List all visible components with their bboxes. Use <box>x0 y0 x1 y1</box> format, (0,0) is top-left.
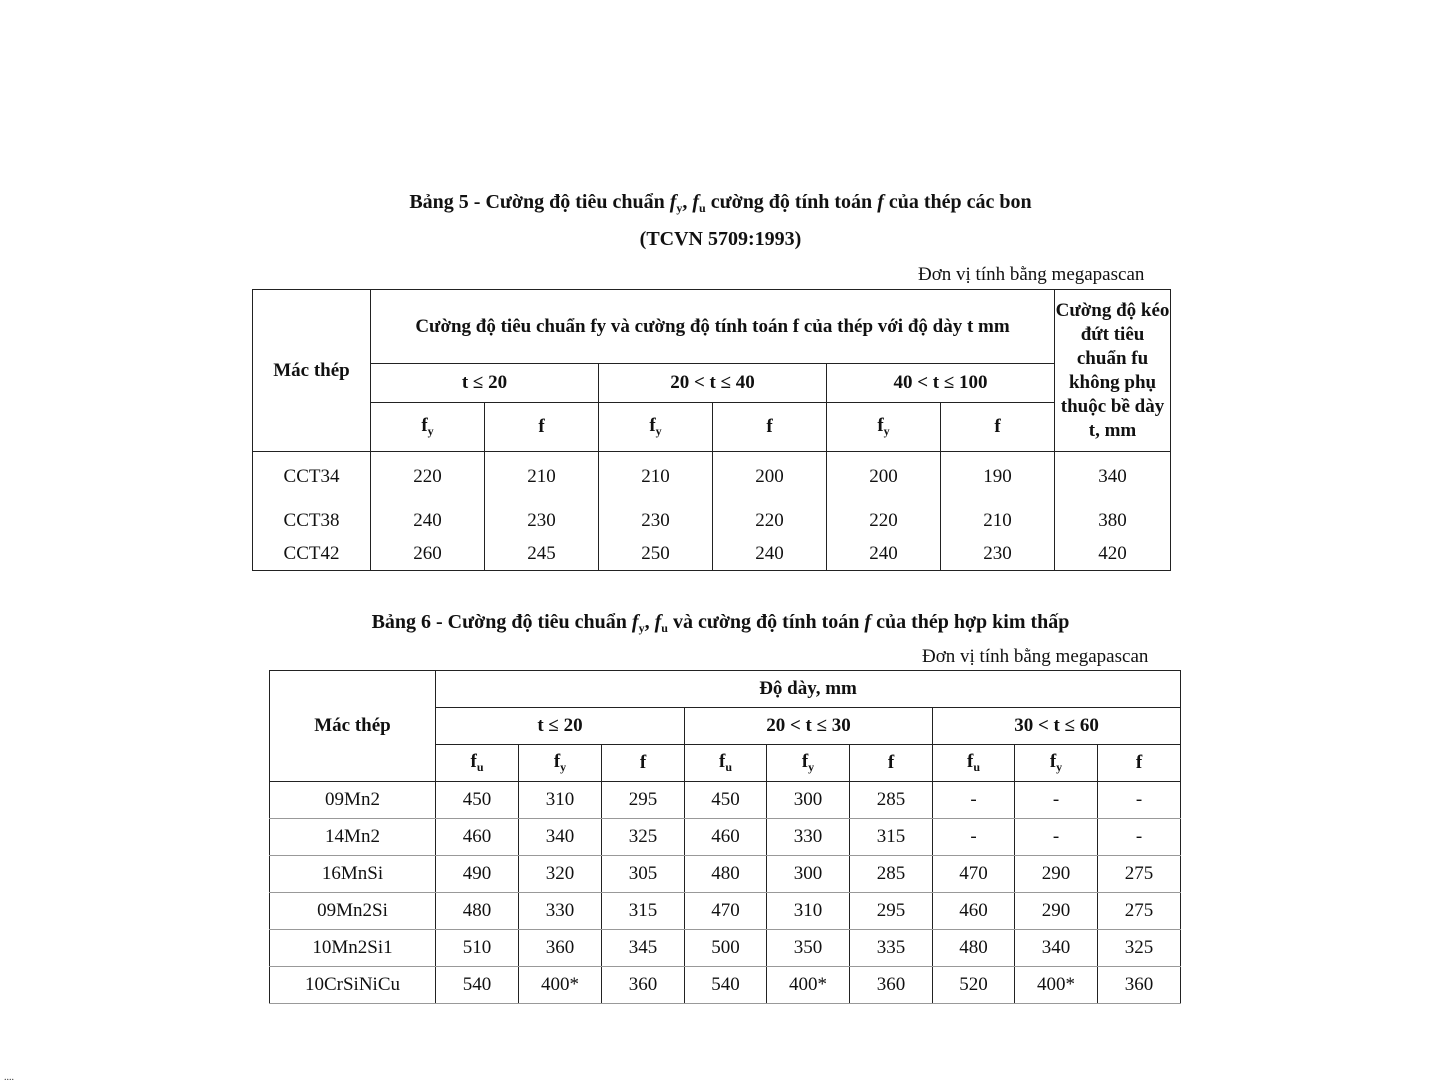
table5-value-cell: 240 <box>371 503 485 539</box>
table6-value-cell: 340 <box>519 819 602 856</box>
table5-value-cell: 240 <box>827 539 941 571</box>
table5-value-cell: 200 <box>827 452 941 503</box>
table5-subheader-f: f <box>485 403 599 452</box>
table6-row <box>270 856 1181 893</box>
table5-grade-cell: CCT42 <box>253 539 371 571</box>
table6-value-cell: - <box>1098 819 1181 856</box>
table6-value-cell: 275 <box>1098 893 1181 930</box>
table6-value-cell: 360 <box>1098 967 1181 1004</box>
table6-range: 30 < t ≤ 60 <box>933 708 1181 745</box>
table5-value-cell: 200 <box>713 452 827 503</box>
table6-caption-prefix: Bảng 6 - Cường độ tiêu chuẩn <box>371 611 632 633</box>
table5-header-grade: Mác thép <box>253 290 371 452</box>
table5-value-cell: 220 <box>713 503 827 539</box>
table5-caption-symbol: f <box>692 191 700 213</box>
table6-caption-symbol: f <box>654 611 662 633</box>
table6-value-cell: 480 <box>436 893 519 930</box>
table6-caption: Bảng 6 - Cường độ tiêu chuẩn $f_y$, $f_u$ và cường độ tính toán f của thép hợp kim thấp <box>371 611 1070 635</box>
table6-caption-subscript: y <box>638 621 645 635</box>
table6-value-cell: 360 <box>850 967 933 1004</box>
table6-value-cell: 315 <box>602 893 685 930</box>
table6-value-cell: 520 <box>933 967 1015 1004</box>
table6-value-cell: 460 <box>933 893 1015 930</box>
table6-caption-symbol: f <box>864 611 872 633</box>
table6-grade-cell: 10Mn2Si1 <box>270 930 436 967</box>
table6-value-cell: 295 <box>602 782 685 819</box>
table6-value-cell: 330 <box>767 819 850 856</box>
table5-range: 20 < t ≤ 40 <box>599 364 827 403</box>
table6-header-grade: Mác thép <box>270 671 436 782</box>
table5-subheader-f: f <box>941 403 1055 452</box>
table5-value-cell: 220 <box>827 503 941 539</box>
table6-row <box>270 893 1181 930</box>
table6-subheader-f: f <box>1098 745 1181 782</box>
table6-value-cell: 285 <box>850 782 933 819</box>
table5-grade-cell: CCT38 <box>253 503 371 539</box>
table6-subheader-fy: $f_y$ <box>767 745 850 782</box>
table5-row <box>253 452 1171 503</box>
table5-value-cell: 340 <box>1055 452 1171 503</box>
table5-value-cell: 245 <box>485 539 599 571</box>
table5-caption-mid: cường độ tính toán <box>705 191 878 213</box>
table6-caption-symbol: f <box>631 611 639 633</box>
table5-value-cell: 260 <box>371 539 485 571</box>
table6-subheader-f: f <box>602 745 685 782</box>
table6-value-cell: 360 <box>519 930 602 967</box>
table5-grade-cell: CCT34 <box>253 452 371 503</box>
table6-value-cell: 325 <box>602 819 685 856</box>
table6-value-cell: 305 <box>602 856 685 893</box>
table6-value-cell: 290 <box>1015 893 1098 930</box>
table5-header-tensile: Cường độ kéo đứt tiêu chuẩn fu không phụ thuộc bề dày t, mm <box>1055 290 1171 452</box>
table6-value-cell: 285 <box>850 856 933 893</box>
table5-header-group: Cường độ tiêu chuẩn fy và cường độ tính toán f của thép với độ dày t mm <box>371 290 1055 364</box>
table6-value-cell: 290 <box>1015 856 1098 893</box>
table6-value-cell: 315 <box>850 819 933 856</box>
table6-grade-cell: 14Mn2 <box>270 819 436 856</box>
table6-value-cell: 310 <box>519 782 602 819</box>
table6-value-cell: 300 <box>767 782 850 819</box>
table6-row <box>270 967 1181 1004</box>
table5-caption-subscript: u <box>699 201 706 215</box>
table5-value-cell: 380 <box>1055 503 1171 539</box>
table5-value-cell: 250 <box>599 539 713 571</box>
table6-grade-cell: 10CrSiNiCu <box>270 967 436 1004</box>
table5-standard: (TCVN 5709:1993) <box>639 228 802 250</box>
table5-caption: Bảng 5 - Cường độ tiêu chuẩn $f_y$, $f_u$ cường độ tính toán f của thép các bon <box>409 191 1032 215</box>
table6-range: t ≤ 20 <box>436 708 685 745</box>
table6-value-cell: 490 <box>436 856 519 893</box>
table6-unit-note: Đơn vị tính bằng megapascan <box>922 646 1149 667</box>
table5-value-cell: 230 <box>485 503 599 539</box>
table6-value-cell: 470 <box>933 856 1015 893</box>
table6-value-cell: 540 <box>685 967 767 1004</box>
table6-value-cell: - <box>1098 782 1181 819</box>
table6-value-cell: 480 <box>933 930 1015 967</box>
table5-row <box>253 539 1171 571</box>
table6-subheader-fu: $f_u$ <box>933 745 1015 782</box>
table6-row <box>270 782 1181 819</box>
table6-header-group: Độ dày, mm <box>436 671 1181 708</box>
table5-row <box>253 503 1171 539</box>
table6-row <box>270 819 1181 856</box>
table6-subheader-fu: $f_u$ <box>685 745 767 782</box>
footer-text: .... <box>4 1072 14 1083</box>
table5-subheader-fy: $f_y$ <box>599 403 713 452</box>
table6-caption-suffix: của thép hợp kim thấp <box>871 611 1070 633</box>
table5-value-cell: 190 <box>941 452 1055 503</box>
table5-subheader-fy: $f_y$ <box>827 403 941 452</box>
table6-subheader-fy: $f_y$ <box>1015 745 1098 782</box>
table5-value-cell: 210 <box>941 503 1055 539</box>
table6-grade-cell: 16MnSi <box>270 856 436 893</box>
table5-value-cell: 230 <box>941 539 1055 571</box>
table6-value-cell: - <box>1015 782 1098 819</box>
table5-value-cell: 420 <box>1055 539 1171 571</box>
table5-value-cell: 240 <box>713 539 827 571</box>
table6-value-cell: 510 <box>436 930 519 967</box>
table6-value-cell: 500 <box>685 930 767 967</box>
table6-value-cell: 400* <box>519 967 602 1004</box>
table5-range: t ≤ 20 <box>371 364 599 403</box>
table6-value-cell: 275 <box>1098 856 1181 893</box>
table6-value-cell: 450 <box>436 782 519 819</box>
table6-value-cell: 295 <box>850 893 933 930</box>
table5-caption-suffix: của thép các bon <box>883 191 1032 213</box>
table6-grade-cell: 09Mn2 <box>270 782 436 819</box>
table6-value-cell: 400* <box>767 967 850 1004</box>
table6-subheader-f: f <box>850 745 933 782</box>
table5-subheader-fy: $f_y$ <box>371 403 485 452</box>
table6-subheader-fu: $f_u$ <box>436 745 519 782</box>
table6-value-cell: 340 <box>1015 930 1098 967</box>
table6-value-cell: 350 <box>767 930 850 967</box>
table5-range: 40 < t ≤ 100 <box>827 364 1055 403</box>
table6-value-cell: 310 <box>767 893 850 930</box>
table6-value-cell: - <box>933 782 1015 819</box>
table5-caption-symbol: f <box>877 191 884 213</box>
table6-value-cell: 320 <box>519 856 602 893</box>
table6-value-cell: 450 <box>685 782 767 819</box>
table5-caption-symbol: f <box>669 191 677 213</box>
table6-range: 20 < t ≤ 30 <box>685 708 933 745</box>
table5-value-cell: 210 <box>485 452 599 503</box>
table5-caption-subscript: y <box>676 201 683 215</box>
table6-value-cell: - <box>1015 819 1098 856</box>
table6-value-cell: 460 <box>685 819 767 856</box>
table6-value-cell: 360 <box>602 967 685 1004</box>
table6-caption-subscript: u <box>661 621 668 635</box>
table6-caption-mid: và cường độ tính toán <box>667 611 865 633</box>
table6-value-cell: 335 <box>850 930 933 967</box>
table6-value-cell: 460 <box>436 819 519 856</box>
table6-value-cell: 400* <box>1015 967 1098 1004</box>
table5-value-cell: 220 <box>371 452 485 503</box>
table5-unit-note: Đơn vị tính bằng megapascan <box>918 264 1145 285</box>
table5-value-cell: 230 <box>599 503 713 539</box>
table6-value-cell: 470 <box>685 893 767 930</box>
table5-subheader-f: f <box>713 403 827 452</box>
table6-value-cell: 325 <box>1098 930 1181 967</box>
table6-subheader-fy: $f_y$ <box>519 745 602 782</box>
table6-value-cell: - <box>933 819 1015 856</box>
table6-value-cell: 480 <box>685 856 767 893</box>
table6-row <box>270 930 1181 967</box>
table5-value-cell: 210 <box>599 452 713 503</box>
table6-value-cell: 330 <box>519 893 602 930</box>
table6 <box>269 670 1181 1004</box>
table6-value-cell: 345 <box>602 930 685 967</box>
table5-caption-prefix: Bảng 5 - Cường độ tiêu chuẩn <box>409 191 670 213</box>
table5 <box>252 289 1171 571</box>
table6-value-cell: 300 <box>767 856 850 893</box>
table6-value-cell: 540 <box>436 967 519 1004</box>
table6-grade-cell: 09Mn2Si <box>270 893 436 930</box>
